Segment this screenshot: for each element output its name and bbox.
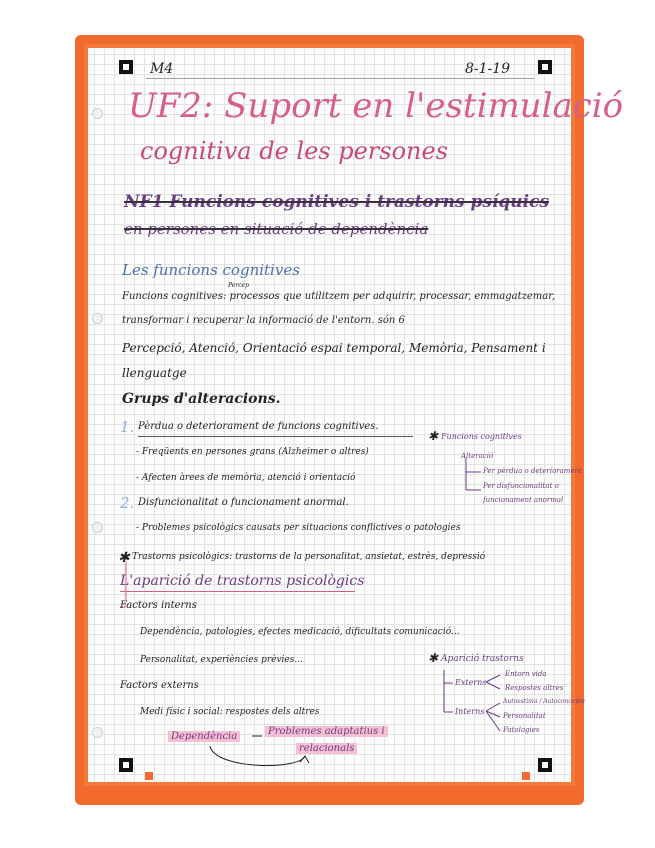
- functions-list-line2: llenguatge: [122, 366, 187, 380]
- side-note2-externs: Externs: [455, 678, 487, 687]
- side-note1-branch2b: funcionament anormal: [483, 496, 564, 504]
- side-note1-branch1: Per pèrdua o deteriorament: [483, 467, 582, 475]
- side-note1-title: Funcions cognitives: [441, 432, 522, 441]
- page-title-line1: UF2: Suport en l'estimulació: [128, 86, 624, 126]
- unit-subtitle-line2: en persones en situació de dependència: [124, 220, 429, 238]
- annotation-over: Percep: [228, 282, 249, 289]
- side-note2-ext2: Respostes altres: [505, 684, 564, 692]
- unit-subtitle-line1: NF1 Funcions cognitives i trastorns psíquics: [124, 192, 550, 212]
- box-dependencia: Dependència: [168, 731, 240, 742]
- side-note2-title: Aparició trastorns: [441, 654, 524, 664]
- side-note1-star-icon: ✱: [428, 429, 439, 443]
- definition-line1: Funcions cognitives: processos que utilitzem per adquirir, processar, emmagatzemar,: [122, 291, 556, 302]
- side-note2-int3: Patologies: [503, 726, 540, 734]
- asterisk-icon: ✱: [118, 550, 130, 566]
- module-label: M4: [150, 61, 174, 77]
- side-note1-sub: Alteració: [461, 452, 494, 460]
- side-note2-int2: Personalitat: [503, 712, 546, 720]
- internal-factors-heading: Factors interns: [120, 600, 197, 611]
- trastorns-definition: Trastorns psicològics: trastorns de la personalitat, ansietat, estrès, depressió: [132, 552, 486, 562]
- section-heading-funcions: Les funcions cognitives: [122, 261, 300, 279]
- side-note1-branch2a: Per disfuncionalitat o: [483, 482, 559, 490]
- group1-number: 1.: [120, 418, 135, 436]
- group1-title: Pèrdua o deteriorament de funcions cognitives.: [138, 421, 379, 432]
- group1-sub1: - Freqüents en persones grans (Alzheimer o altres): [136, 447, 369, 457]
- box-problemes-line2: relacionals: [296, 743, 357, 754]
- group2-sub1: - Problemes psicològics causats per situacions conflictives o patologies: [136, 523, 461, 533]
- side-note2-star-icon: ✱: [428, 651, 439, 665]
- functions-list-line1: Percepció, Atenció, Orientació espai temporal, Memòria, Pensament i: [122, 341, 546, 355]
- side-note2-ext1: Entorn vida: [505, 670, 547, 678]
- box-problemes-line1: Problemes adaptatius i: [265, 726, 388, 737]
- internal-item1: Dependència, patologies, efectes medicació, dificultats comunicació...: [140, 627, 460, 637]
- group2-title: Disfuncionalitat o funcionament anormal.: [138, 497, 349, 508]
- side-note2-int1: Autoestima / Autoconcepte: [503, 698, 586, 705]
- definition-line2: transformar i recuperar la informació de l'entorn. són 6: [122, 315, 405, 326]
- group2-number: 2.: [120, 494, 135, 512]
- date-label: 8-1-19: [465, 61, 511, 77]
- groups-heading: Grups d'alteracions.: [122, 391, 281, 407]
- external-factors-heading: Factors externs: [120, 680, 199, 691]
- external-item1: Medi físic i social: respostes dels altres: [140, 707, 320, 717]
- page-title-line2: cognitiva de les persones: [140, 137, 449, 165]
- trastorns-heading: L'aparició de trastorns psicològics: [120, 573, 365, 589]
- side-note2-interns: Interns: [455, 707, 485, 716]
- group1-sub2: - Afecten àrees de memòria, atenció i orientació: [136, 473, 356, 483]
- internal-item2: Personalitat, experiències prèvies...: [140, 655, 303, 665]
